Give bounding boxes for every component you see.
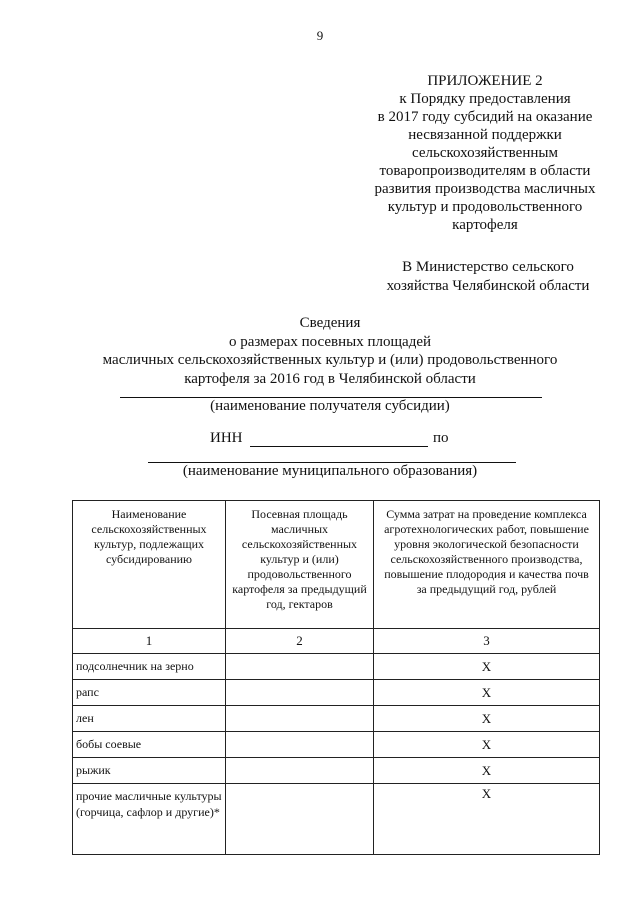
- header-crop: Наименование сельскохозяйственных культур, подлежащих субсидированию: [73, 501, 226, 629]
- table-row: [73, 706, 600, 732]
- crop-cell: бобы соевые: [73, 732, 226, 758]
- cost-cell: X: [374, 654, 600, 680]
- table-row: [73, 758, 600, 784]
- addressee-line: В Министерство сельского: [402, 259, 574, 275]
- area-cell[interactable]: [226, 784, 374, 855]
- addressee-block: [358, 258, 618, 295]
- cost-cell: X: [374, 706, 600, 732]
- heading-line: о размерах посевных площадей: [228, 333, 432, 350]
- crop-cell: лен: [73, 706, 226, 732]
- document-heading: [60, 314, 600, 388]
- column-number: 2: [226, 629, 374, 654]
- column-number-row: [73, 629, 600, 654]
- appendix-line: несвязанной поддержки: [408, 127, 562, 143]
- cost-cell: X: [374, 758, 600, 784]
- header-cost: Сумма затрат на проведение комплекса агротехнологических работ, повышение уровня экологической безопасности сельскохозяйственного производства, повышение плодородия и качества почв за предыдущий год, рублей: [374, 501, 600, 629]
- crop-cell: прочие масличные культуры (горчица, сафлор и другие)*: [73, 784, 226, 855]
- crop-cell: подсолнечник на зерно: [73, 654, 226, 680]
- recipient-name-caption: (наименование получателя субсидии): [210, 398, 450, 414]
- table-row: [73, 680, 600, 706]
- subsidy-table: [72, 500, 600, 855]
- table-row: [73, 654, 600, 680]
- table-header-row: [73, 501, 600, 629]
- area-cell[interactable]: [226, 680, 374, 706]
- table-row: [73, 784, 600, 855]
- cost-cell: X: [374, 732, 600, 758]
- appendix-title: ПРИЛОЖЕНИЕ 2: [427, 73, 543, 89]
- municipality-caption: (наименование муниципального образования): [182, 463, 478, 479]
- page-number: 9: [316, 28, 324, 43]
- area-cell[interactable]: [226, 732, 374, 758]
- table-row: [73, 732, 600, 758]
- area-cell[interactable]: [226, 706, 374, 732]
- heading-line: картофеля за 2016 год в Челябинской области: [184, 370, 476, 387]
- inn-label: ИНН: [210, 430, 243, 446]
- cost-cell: X: [374, 784, 600, 855]
- appendix-line: в 2017 году субсидий на оказание: [377, 109, 593, 125]
- cost-cell: X: [374, 680, 600, 706]
- crop-cell: рапс: [73, 680, 226, 706]
- appendix-line: сельскохозяйственным: [412, 145, 558, 161]
- area-cell[interactable]: [226, 654, 374, 680]
- column-number: 3: [374, 629, 600, 654]
- appendix-line: к Порядку предоставления: [399, 91, 571, 107]
- appendix-block: [340, 72, 630, 234]
- heading-title: Сведения: [299, 315, 361, 331]
- area-cell[interactable]: [226, 758, 374, 784]
- appendix-line: картофеля: [452, 217, 518, 233]
- header-area: Посевная площадь масличных сельскохозяйственных культур и (или) продовольственного картофеля за предыдущий год, гектаров: [226, 501, 374, 629]
- inn-suffix: по: [433, 430, 449, 446]
- crop-cell: рыжик: [73, 758, 226, 784]
- appendix-line: развития производства масличных: [374, 181, 596, 197]
- inn-fill-line: [250, 446, 428, 447]
- appendix-line: товаропроизводителям в области: [379, 163, 591, 179]
- heading-line: масличных сельскохозяйственных культур и (или) продовольственного: [102, 352, 558, 368]
- column-number: 1: [73, 629, 226, 654]
- appendix-line: культур и продовольственного: [387, 199, 583, 215]
- addressee-line: хозяйства Челябинской области: [386, 277, 590, 294]
